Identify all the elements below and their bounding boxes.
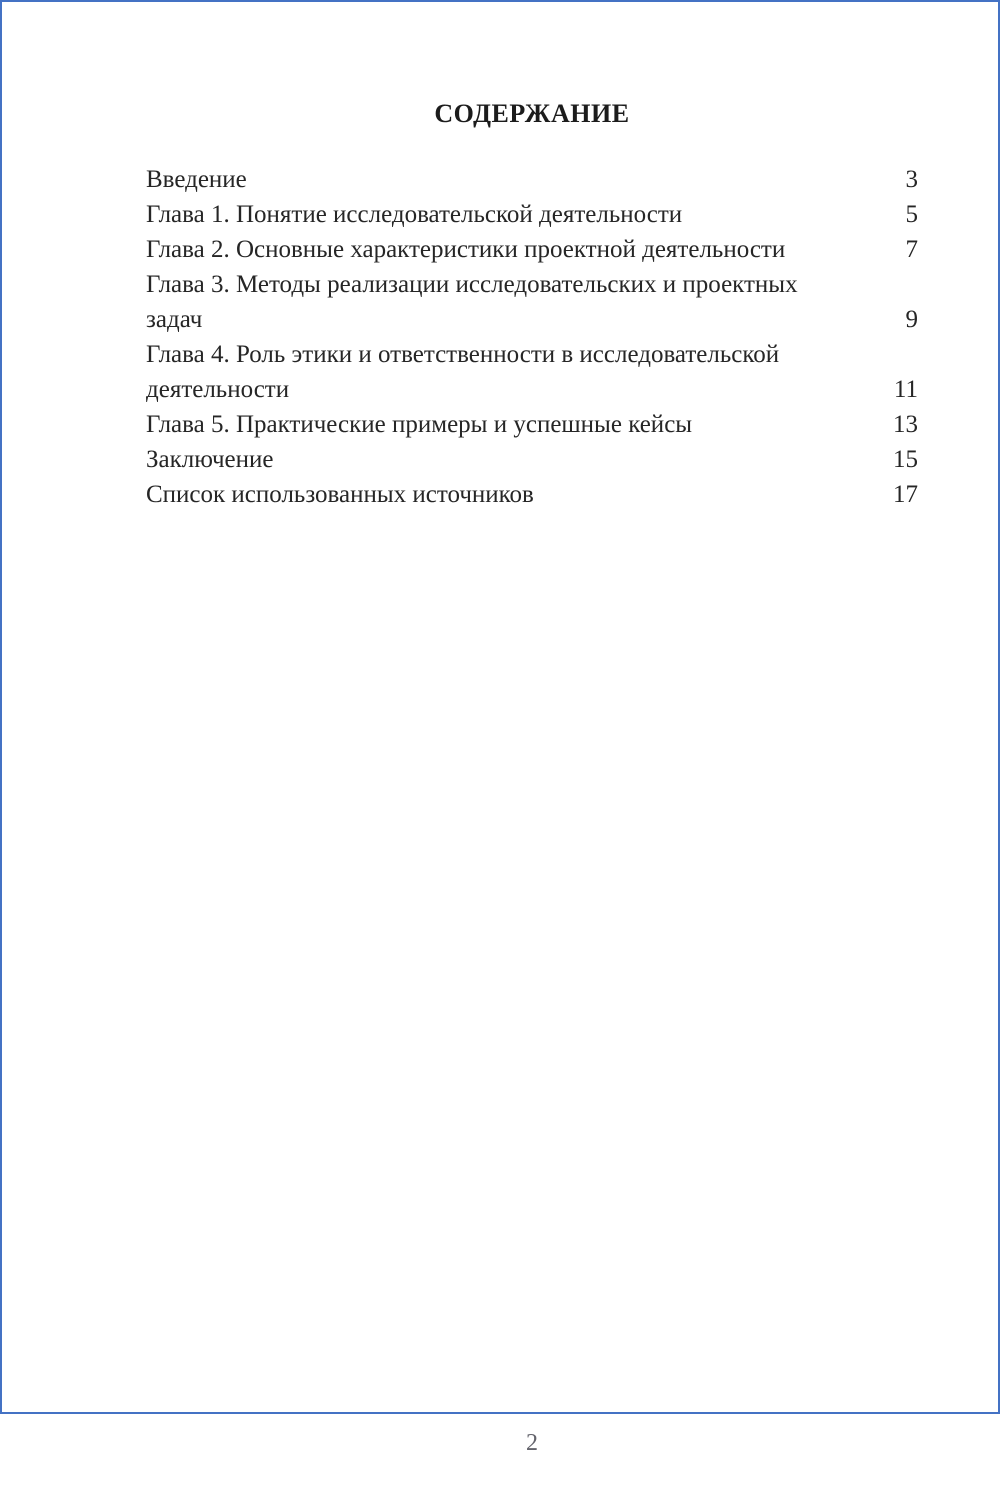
toc-entry bbox=[146, 197, 918, 232]
toc-entry-label: Введение bbox=[146, 166, 247, 193]
toc-entry-label: Глава 5. Практические примеры и успешные кейсы bbox=[146, 411, 693, 438]
toc-entry-page: 13 bbox=[893, 411, 918, 438]
toc-entry bbox=[146, 477, 918, 512]
toc-entry-label: Глава 3. Методы реализации исследовательских и проектных задач bbox=[146, 271, 798, 333]
toc-entry-page: 7 bbox=[905, 236, 918, 263]
toc-entry-page: 9 bbox=[905, 306, 918, 333]
toc-entry bbox=[146, 407, 918, 442]
toc-entry-label: Заключение bbox=[146, 446, 274, 473]
page bbox=[2, 99, 998, 1509]
toc-list bbox=[146, 162, 918, 512]
toc-entry-label: Список использованных источников bbox=[146, 481, 534, 508]
page-title: СОДЕРЖАНИЕ bbox=[434, 99, 630, 128]
toc-entry bbox=[146, 337, 918, 407]
toc-entry-label: Глава 4. Роль этики и ответственности в исследовательской деятельности bbox=[146, 341, 780, 403]
toc-entry-label: Глава 2. Основные характеристики проектной деятельности bbox=[146, 236, 786, 263]
toc-entry-page: 5 bbox=[905, 201, 918, 228]
toc-entry bbox=[146, 162, 918, 197]
toc-entry-page: 11 bbox=[893, 376, 918, 403]
toc-entry bbox=[146, 232, 918, 267]
toc-entry-label: Глава 1. Понятие исследовательской деятельности bbox=[146, 201, 683, 228]
footer-page-number: 2 bbox=[526, 1430, 538, 1456]
toc-entry-page: 3 bbox=[905, 166, 918, 193]
toc-entry-page: 17 bbox=[893, 481, 918, 508]
toc-entry bbox=[146, 267, 918, 337]
toc-entry-page: 15 bbox=[893, 446, 918, 473]
toc-entry bbox=[146, 442, 918, 477]
